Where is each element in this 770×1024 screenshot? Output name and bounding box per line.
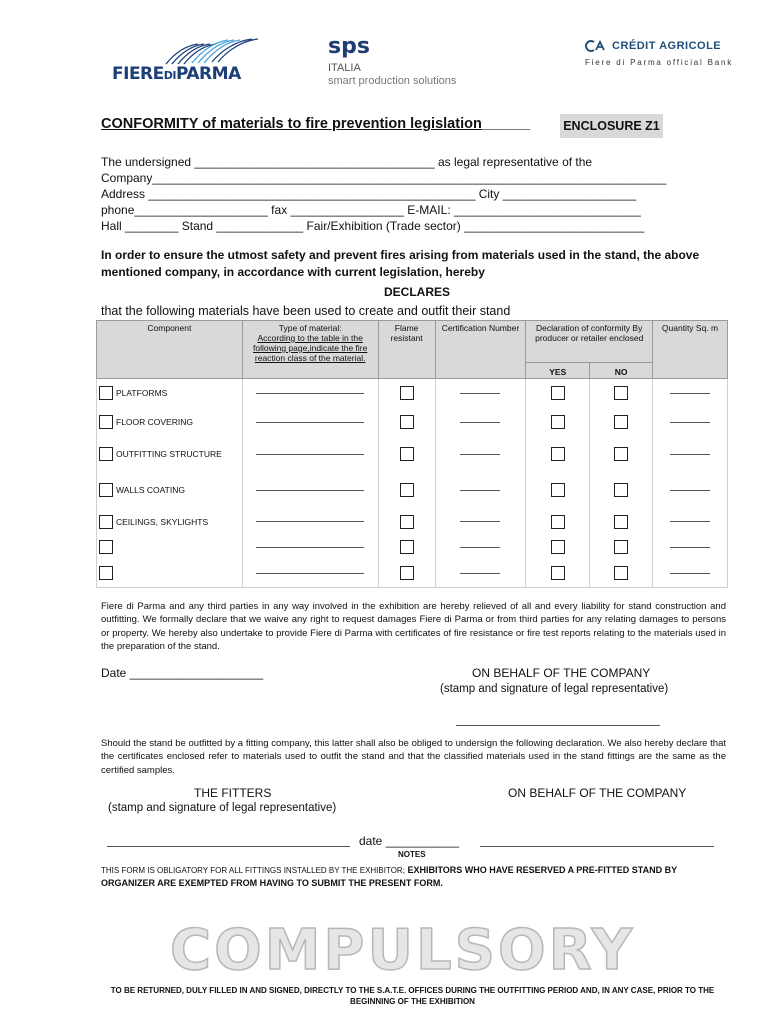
sps-logo-line2: smart production solutions	[328, 75, 457, 87]
no-checkbox[interactable]	[614, 483, 628, 497]
material-type-field[interactable]	[256, 454, 364, 455]
hall-stand-line[interactable]: Hall ________ Stand _____________ Fair/Exhibition (Trade sector) ___________________________	[101, 219, 645, 233]
quantity-field[interactable]	[670, 490, 710, 491]
component-checkbox[interactable]	[99, 540, 113, 554]
component-checkbox[interactable]	[99, 566, 113, 580]
cert-number-field[interactable]	[460, 547, 500, 548]
header-no: NO	[590, 363, 653, 379]
component-label: PLATFORMS	[116, 388, 168, 399]
header-quantity: Quantity Sq. m	[653, 321, 728, 379]
sps-italia-logo	[328, 36, 456, 87]
material-type-field[interactable]	[256, 393, 364, 394]
table-row	[97, 379, 728, 408]
component-checkbox[interactable]	[99, 386, 113, 400]
component-label: FLOOR COVERING	[116, 417, 193, 427]
quantity-field[interactable]	[670, 422, 710, 423]
credit-agricole-subtitle: Fiere di Parma official Bank	[585, 58, 734, 67]
header-cert: Certification Number	[435, 321, 526, 379]
credit-agricole-emblem-icon	[585, 40, 607, 52]
yes-checkbox[interactable]	[551, 540, 565, 554]
component-checkbox[interactable]	[99, 515, 113, 529]
credit-agricole-name: CRÉDIT AGRICOLE	[612, 40, 722, 52]
table-row	[97, 560, 728, 588]
fitters-stamp-label: (stamp and signature of legal representative)	[108, 802, 337, 814]
quantity-field[interactable]	[670, 573, 710, 574]
flame-checkbox[interactable]	[400, 515, 414, 529]
component-label: WALLS COATING	[116, 485, 185, 495]
cert-number-field[interactable]	[460, 490, 500, 491]
enclosure-badge: ENCLOSURE Z1	[560, 114, 663, 138]
material-type-field[interactable]	[256, 547, 364, 548]
component-checkbox[interactable]	[99, 415, 113, 429]
flame-checkbox[interactable]	[400, 447, 414, 461]
cert-number-field[interactable]	[460, 573, 500, 574]
yes-checkbox[interactable]	[551, 566, 565, 580]
no-checkbox[interactable]	[614, 415, 628, 429]
quantity-field[interactable]	[670, 393, 710, 394]
no-checkbox[interactable]	[614, 515, 628, 529]
quantity-field[interactable]	[670, 521, 710, 522]
flame-checkbox[interactable]	[400, 483, 414, 497]
fitters-label: THE FITTERS	[194, 786, 272, 800]
flame-checkbox[interactable]	[400, 566, 414, 580]
header-declaration: Declaration of conformity By producer or retailer enclosed	[526, 321, 653, 363]
flame-checkbox[interactable]	[400, 540, 414, 554]
table-row	[97, 509, 728, 535]
notes-heading: NOTES	[398, 850, 426, 859]
compulsory-watermark: COMPULSORY	[170, 918, 636, 983]
flame-checkbox[interactable]	[400, 415, 414, 429]
date-field-2[interactable]: date ___________	[359, 834, 460, 848]
header-yes: YES	[526, 363, 590, 379]
component-label: OUTFITTING STRUCTURE	[116, 449, 222, 459]
yes-checkbox[interactable]	[551, 386, 565, 400]
yes-checkbox[interactable]	[551, 483, 565, 497]
yes-checkbox[interactable]	[551, 415, 565, 429]
company-signature-line[interactable]	[480, 846, 714, 847]
quantity-field[interactable]	[670, 454, 710, 455]
header-flame: Flame resistant	[378, 321, 435, 379]
document-title: CONFORMITY of materials to fire prevention legislation______	[101, 116, 531, 132]
behalf-company-label: ON BEHALF OF THE COMPANY	[472, 666, 651, 680]
sps-logo-title: sps	[328, 34, 370, 59]
component-checkbox[interactable]	[99, 447, 113, 461]
signature-line[interactable]	[456, 725, 660, 726]
cert-number-field[interactable]	[460, 393, 500, 394]
component-checkbox[interactable]	[99, 483, 113, 497]
material-type-field[interactable]	[256, 422, 364, 423]
cert-number-field[interactable]	[460, 454, 500, 455]
notes-text: THIS FORM IS OBLIGATORY FOR ALL FITTINGS INSTALLED BY THE EXHIBITOR; EXHIBITORS WHO HAVE RESERVED A PRE-FITTED STAND BY ORGANIZER ARE EXEMPTED FROM HAVING TO SUBMIT THE PRESENT FORM.	[101, 865, 677, 888]
material-type-field[interactable]	[256, 490, 364, 491]
declaration-intro: In order to ensure the utmost safety and prevent fires arising from materials used in the stand, the above mentioned company, in accordance with current legislation, hereby	[101, 248, 700, 279]
no-checkbox[interactable]	[614, 386, 628, 400]
sps-logo-line1: ITALIA	[328, 62, 361, 74]
fiere-logo-text: FIEREDIPARMA	[112, 64, 241, 84]
company-line[interactable]: Company_____________________________________________________________________________	[101, 171, 667, 185]
component-label: CEILINGS, SKYLIGHTS	[116, 516, 209, 527]
table-row	[97, 535, 728, 560]
yes-checkbox[interactable]	[551, 447, 565, 461]
quantity-field[interactable]	[670, 547, 710, 548]
phone-line[interactable]: phone____________________ fax _________________ E-MAIL: ____________________________	[101, 203, 641, 217]
material-type-field[interactable]	[256, 573, 364, 574]
header-component: Component	[97, 321, 243, 379]
no-checkbox[interactable]	[614, 566, 628, 580]
yes-checkbox[interactable]	[551, 515, 565, 529]
date-field[interactable]: Date ____________________	[101, 666, 264, 680]
flame-checkbox[interactable]	[400, 386, 414, 400]
materials-statement: that the following materials have been used to create and outfit their stand	[101, 304, 511, 318]
fiere-logo-flag-icon	[164, 36, 276, 66]
table-row	[97, 408, 728, 437]
undersigned-line[interactable]: The undersigned ____________________________________ as legal representative of the	[101, 155, 593, 169]
cert-number-field[interactable]	[460, 521, 500, 522]
stamp-signature-label: (stamp and signature of legal representative)	[440, 683, 669, 695]
materials-table	[96, 320, 728, 588]
header-type: Type of material: According to the table in the following page,indicate the fire reaction class of the material.	[242, 321, 378, 379]
fitters-signature-line[interactable]	[107, 846, 350, 847]
declares-heading: DECLARES	[384, 285, 451, 299]
no-checkbox[interactable]	[614, 447, 628, 461]
fitting-paragraph: Should the stand be outfitted by a fitting company, this latter shall also be obliged to undersign the following declaration. We also hereby declare that the certificates enclosed refer to materials used to outfit the stand and that the classified materials used in the stand fittings are the same as the certified samples.	[101, 738, 726, 776]
credit-agricole-logo	[585, 40, 733, 67]
material-type-field[interactable]	[256, 521, 364, 522]
table-row	[97, 437, 728, 472]
address-line[interactable]: Address _________________________________________________ City ____________________	[101, 187, 637, 201]
cert-number-field[interactable]	[460, 422, 500, 423]
footer-instructions: TO BE RETURNED, DULY FILLED IN AND SIGNED, DIRECTLY TO THE S.A.T.E. OFFICES DURING THE OUTFITTING PERIOD AND, IN ANY CASE, PRIOR TO THE BEGINNING OF THE EXHIBITION	[110, 986, 715, 1006]
liability-paragraph: Fiere di Parma and any third parties in any way involved in the exhibition are hereby relieved of all and every liability for stand construction and outfitting. We formally declare that we waive any right to request damages Fiere di Parma or from third parties for any relating damages to persons or property. We hereby also undertake to provide Fiere di Parma with certificates of fire resistance or fire test reports relating to the materials used in the preparation of the stand.	[101, 601, 726, 652]
table-row	[97, 472, 728, 509]
fiere-di-parma-logo	[112, 36, 247, 86]
behalf-company-label-2: ON BEHALF OF THE COMPANY	[508, 786, 687, 800]
no-checkbox[interactable]	[614, 540, 628, 554]
